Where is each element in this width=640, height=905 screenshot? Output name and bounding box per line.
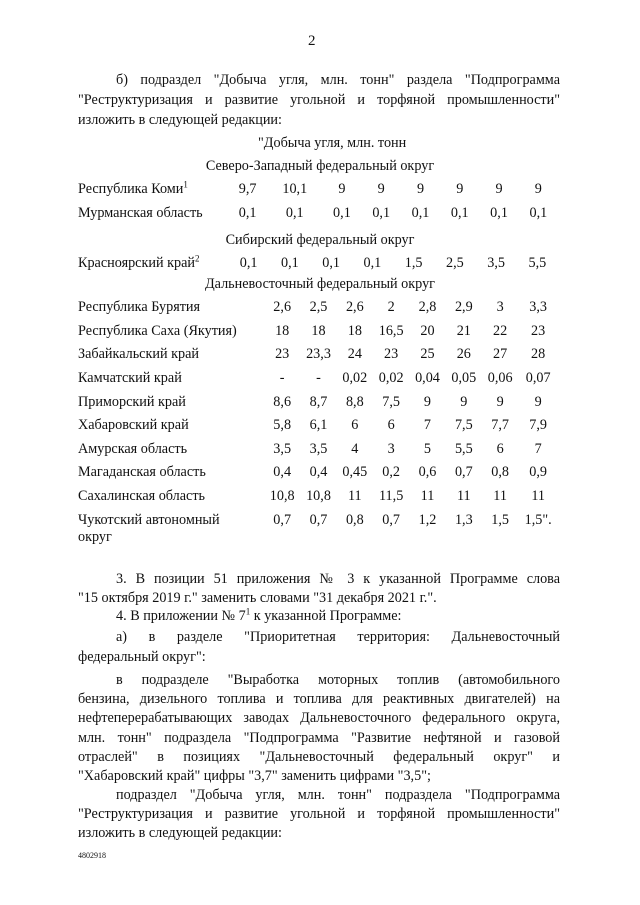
section-header-siberian: Сибирский федеральный округ <box>225 232 415 248</box>
row-name: Республика Коми$^1$ <box>78 179 188 198</box>
cell: 2,6 <box>345 299 364 316</box>
cell: 11 <box>493 488 507 505</box>
cell: 0,07 <box>525 370 551 387</box>
table-row <box>78 461 558 485</box>
cell: 0,1 <box>372 204 391 221</box>
table-row <box>78 343 558 367</box>
cell: 0,8 <box>345 512 364 529</box>
cell: 23 <box>384 346 399 363</box>
row-name: Чукотский автономный округ <box>78 512 220 546</box>
cell: 11 <box>456 488 471 505</box>
cell: 9 <box>338 181 346 198</box>
cell: 1,3 <box>454 512 473 529</box>
cell: 5 <box>423 440 432 457</box>
cell: 28 <box>531 346 546 363</box>
cell: 11,5 <box>378 488 404 505</box>
section-table-siberian <box>78 252 558 276</box>
cell: 5,8 <box>273 417 292 434</box>
cell: 22 <box>493 322 508 339</box>
cell: 0,45 <box>342 464 368 481</box>
cell: 11 <box>347 488 362 505</box>
cell: 3,3 <box>529 299 548 316</box>
cell: 0,7 <box>382 512 401 529</box>
cell: 11 <box>420 488 435 505</box>
table-row <box>78 252 558 276</box>
table-row <box>78 508 558 546</box>
cell: 3,5 <box>309 440 328 457</box>
cell: 2,9 <box>454 299 473 316</box>
row-name: Хабаровский край <box>78 417 189 434</box>
row-name: Камчатский край <box>78 370 182 387</box>
row-name: Амурская область <box>78 440 188 457</box>
item4-p1-line-4: млн. тонн" подраздела "Подпрограмма "Развитие нефтяной и газовой <box>78 730 560 746</box>
item4-p1-line-6: "Хабаровский край" цифры "3,7" заменить цифрами "3,5"; <box>78 768 431 784</box>
cell: 0,1 <box>238 204 257 221</box>
table-row <box>78 414 558 438</box>
row-name: Республика Саха (Якутия) <box>78 322 237 339</box>
cell: 0,7 <box>309 512 328 529</box>
table-title: "Добыча угля, млн. тонн <box>258 135 407 151</box>
cell: 0,1 <box>490 204 508 221</box>
table-row <box>78 367 558 391</box>
cell: 0,06 <box>487 370 513 387</box>
cell: 18 <box>347 322 362 339</box>
cell: 0,02 <box>342 370 368 387</box>
item4-p2-line-2: "Реструктуризация и развитие угольной и торфяной промышленности" <box>78 806 560 822</box>
cell: 3,5 <box>487 255 505 272</box>
item4-a-line-2: федеральный округ": <box>78 649 206 665</box>
item4-p1-line-5: отраслей" в позициях "Дальневосточный федеральный округ" и <box>78 749 560 765</box>
cell: 0,9 <box>529 464 548 481</box>
cell: 23 <box>531 322 546 339</box>
cell: 7 <box>534 440 542 457</box>
cell: 0,1 <box>239 255 258 272</box>
table-row <box>78 178 558 202</box>
cell: 7,5 <box>454 417 473 434</box>
cell: 18 <box>275 322 290 339</box>
cell: 0,1 <box>333 204 351 221</box>
cell: 0,8 <box>491 464 509 481</box>
cell: 4 <box>351 440 359 457</box>
row-name: Приморский край <box>78 393 186 410</box>
cell: 6 <box>496 440 504 457</box>
row-name: Сахалинская область <box>78 488 206 505</box>
cell: 7 <box>423 417 432 434</box>
cell: 10,8 <box>269 488 295 505</box>
item4-line-1: 4. В приложении № $7^1$ к указанной Программе: <box>116 606 402 624</box>
cell: 2,5 <box>446 255 464 272</box>
cell: 1,5 <box>404 255 423 272</box>
cell: 5,5 <box>528 255 547 272</box>
item4-p1-line-2: бензина, дизельного топлива и топлива для реактивных двигателей) на <box>78 691 560 707</box>
cell: 0,1 <box>363 255 382 272</box>
cell: 9 <box>534 181 542 198</box>
row-name: Республика Бурятия <box>78 299 201 316</box>
table-row <box>78 296 558 320</box>
cell: 2,6 <box>273 299 292 316</box>
cell: 27 <box>493 346 508 363</box>
cell: 16,5 <box>378 322 404 339</box>
row-name: Красноярский край$^2$ <box>78 253 200 272</box>
cell: 9 <box>377 181 385 198</box>
row-name: Мурманская область <box>78 204 203 221</box>
item4-a-line-1: а) в разделе "Приоритетная территория: Дальневосточный <box>116 629 560 645</box>
cell: 0,4 <box>273 464 292 481</box>
table-row <box>78 202 558 226</box>
cell: - <box>316 370 321 387</box>
cell: 1,2 <box>418 512 437 529</box>
cell: 0,1 <box>529 204 548 221</box>
cell: 7,7 <box>491 417 509 434</box>
cell: 0,05 <box>451 370 477 387</box>
cell: 9 <box>496 393 504 410</box>
cell: 20 <box>420 322 435 339</box>
cell: 0,1 <box>322 255 340 272</box>
cell: 9 <box>423 393 432 410</box>
table-row <box>78 320 558 344</box>
cell: 0,6 <box>418 464 437 481</box>
cell: 0,7 <box>273 512 292 529</box>
section-header-northwest: Северо-Западный федеральный округ <box>205 158 435 174</box>
cell: 21 <box>456 322 471 339</box>
cell: 9 <box>460 393 468 410</box>
cell: 6,1 <box>309 417 328 434</box>
item4-p1-line-1: в подразделе "Выработка моторных топлив (автомобильного <box>116 672 560 688</box>
cell: 7,9 <box>529 417 548 434</box>
cell: 10,1 <box>282 181 308 198</box>
cell: 0,04 <box>415 370 440 387</box>
cell: 6 <box>351 417 359 434</box>
cell: 5,5 <box>454 440 473 457</box>
cell: - <box>279 370 285 387</box>
section-table-far-eastern <box>78 296 558 546</box>
section-table-northwest <box>78 178 558 225</box>
intro-line-2: "Реструктуризация и развитие угольной и торфяной промышленности" <box>78 92 560 108</box>
item3-line-1: 3. В позиции 51 приложения № 3 к указанной Программе слова <box>116 571 560 587</box>
cell: 2,8 <box>418 299 437 316</box>
cell: 25 <box>420 346 435 363</box>
cell: 23,3 <box>306 346 331 363</box>
cell: 9 <box>534 393 542 410</box>
cell: 3,5 <box>273 440 292 457</box>
cell: 6 <box>387 417 395 434</box>
cell: 9 <box>456 181 464 198</box>
cell: 8,7 <box>309 393 328 410</box>
cell: 2,5 <box>309 299 328 316</box>
item4-p2-line-3: изложить в следующей редакции: <box>78 825 282 841</box>
cell: 7,5 <box>382 393 401 410</box>
cell: 23 <box>275 346 290 363</box>
cell: 0,1 <box>285 204 304 221</box>
cell: 11 <box>531 488 545 505</box>
cell: 0,1 <box>281 255 299 272</box>
cell: 0,02 <box>378 370 404 387</box>
cell: 2 <box>387 299 395 316</box>
cell: 0,4 <box>309 464 328 481</box>
cell: 26 <box>456 346 471 363</box>
table-row <box>78 485 558 509</box>
cell: 8,6 <box>273 393 292 410</box>
cell: 8,8 <box>345 393 364 410</box>
cell: 3 <box>387 440 395 457</box>
cell: 24 <box>347 346 362 363</box>
intro-line-3: изложить в следующей редакции: <box>78 112 282 128</box>
item4-p2-line-1: подраздел "Добыча угля, млн. тонн" подраздела "Подпрограмма <box>116 787 560 803</box>
cell: 1,5 <box>491 512 509 529</box>
page-number: 2 <box>308 33 316 49</box>
cell: 0,1 <box>411 204 430 221</box>
table-row <box>78 438 558 462</box>
cell: 9 <box>416 181 425 198</box>
cell: 0,7 <box>454 464 473 481</box>
item3-line-2: "15 октября 2019 г." заменить словами "31 декабря 2021 г.". <box>78 590 437 606</box>
cell: 0,2 <box>382 464 401 481</box>
cell: 9,7 <box>238 181 257 198</box>
footer-code: 4802918 <box>78 851 106 860</box>
cell: 10,8 <box>306 488 331 505</box>
cell: 3 <box>496 299 504 316</box>
section-header-far-eastern: Дальневосточный федеральный округ <box>205 276 435 292</box>
cell: 0,1 <box>450 204 469 221</box>
table-row <box>78 390 558 414</box>
intro-line-1: б) подраздел "Добыча угля, млн. тонн" раздела "Подпрограмма <box>116 72 560 88</box>
row-name: Забайкальский край <box>78 346 199 363</box>
item4-p1-line-3: нефтеперерабатывающих заводах Дальневосточного федерального округа, <box>78 710 560 726</box>
row-name: Магаданская область <box>78 464 206 481</box>
cell: 18 <box>311 322 326 339</box>
cell: 9 <box>495 181 503 198</box>
cell: 1,5". <box>524 512 552 529</box>
